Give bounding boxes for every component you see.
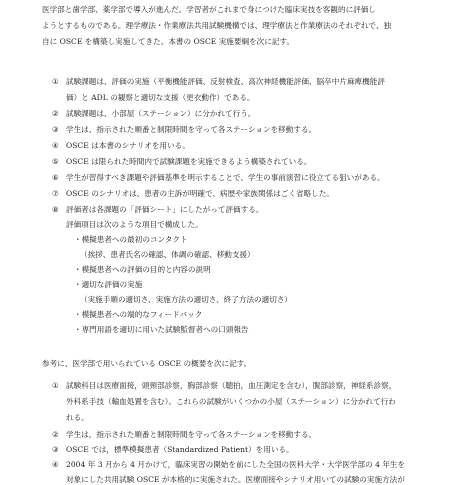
item-number: ④ (52, 460, 59, 469)
item-text: 学生は、指示された順番と制限時間を守って各ステーションを移動する。 (66, 125, 317, 134)
item-text: 学生は，指示された順番と制限時間を守って各ステーションを移動する。 (66, 430, 317, 439)
eval-point: ・模擬患者への端的なフィードバック (74, 310, 203, 319)
item-number: ① (52, 381, 59, 390)
eval-intro: 評価項目は次のような項目で構成した。 (66, 220, 203, 229)
item-number: ⑧ (52, 205, 59, 214)
item-text-continued: れる。 (66, 413, 89, 422)
item-text-continued: 対象にした共用試験 OSCE が本格的に実施された。医療面接やシナリオ用いての試験の実施方法が (66, 475, 405, 484)
item-number: ① (52, 77, 59, 86)
item-number: ③ (52, 125, 59, 134)
item-text: OSCE は限られた時間内で試験課題を実施できるよう構築されている。 (66, 157, 312, 166)
reference-intro: 参考に、医学部で用いられている OSCE の概要を次に記す。 (42, 359, 252, 368)
item-text: 試験課題は、評価の実施（平衡機能評価、反射検査、高次神経機能評価、脳卒中片麻痺機能評 (66, 77, 385, 86)
eval-point-detail: （挨拶、患者氏名の確認、体調の確認、移動支援） (80, 250, 255, 259)
eval-point: ・専門用語を適切に用いた試験監督者への口頭報告 (74, 325, 249, 334)
eval-point: ・模擬患者への最初のコンタクト (74, 235, 188, 244)
item-text: 試験科目は医療面接，頭頸部診察，胸部診察（聴拍，血圧測定を含む），腹部診察，神経系診察， (66, 381, 397, 390)
item-text-continued: 外科系手技（輸血処置を含む）。これらの試験がいくつかの小屋（ステーション）に分かれて行わ (66, 397, 396, 406)
item-text: 試験課題は、小部屋（ステーション）に分かれて行う。 (66, 109, 256, 118)
item-text: 2004 年 3 月から 4 月かけて，臨床実習の開始を前にした全国の医科大学・大学医学部の 4 年生を (66, 460, 406, 469)
eval-point-detail: （実施手順の適切さ、実施方法の適切さ、終了方法の適切さ） (80, 295, 293, 304)
item-number: ② (52, 430, 59, 439)
item-number: ⑥ (52, 173, 59, 182)
intro-line: 医学部と歯学部、薬学部で導入が進んだ。学習者がこれまで身につけた臨床実技を客観的に評価し (42, 5, 376, 14)
item-number: ④ (52, 141, 59, 150)
item-number: ③ (52, 445, 59, 454)
item-number: ⑤ (52, 157, 59, 166)
item-number: ⑦ (52, 189, 59, 198)
eval-point: ・模擬患者への評価の目的と内容の説明 (74, 265, 211, 274)
intro-line: 自に OSCE を構築し実施してきた。本書の OSCE 実施要綱を次に記す。 (42, 37, 295, 46)
item-text: OSCE では，標準模擬患者（Standardized Patient）を用いる。 (66, 445, 294, 454)
intro-line: ようとするものである。理学療法・作業療法共用試験機構では、理学療法と作業療法のそれぞれで、独 (42, 21, 392, 30)
item-text: 学生が習得すべき課題や評価基準を明示することで、学生の事前演習に役立てる狙いがある。 (66, 173, 385, 182)
item-text: OSCE のシナリオは、患者の主訴が明確で、病歴や家族関係はごく省略した。 (66, 189, 334, 198)
item-text: OSCE は本書のシナリオを用いる。 (66, 141, 190, 150)
item-text: 評価者は各課題の「評価シート」にしたがって評価する。 (66, 205, 264, 214)
item-text-continued: 価）と ADL の観察と適切な支援（更衣動作）である。 (66, 93, 255, 102)
item-number: ② (52, 109, 59, 118)
eval-point: ・適切な評価の実施 (74, 280, 143, 289)
